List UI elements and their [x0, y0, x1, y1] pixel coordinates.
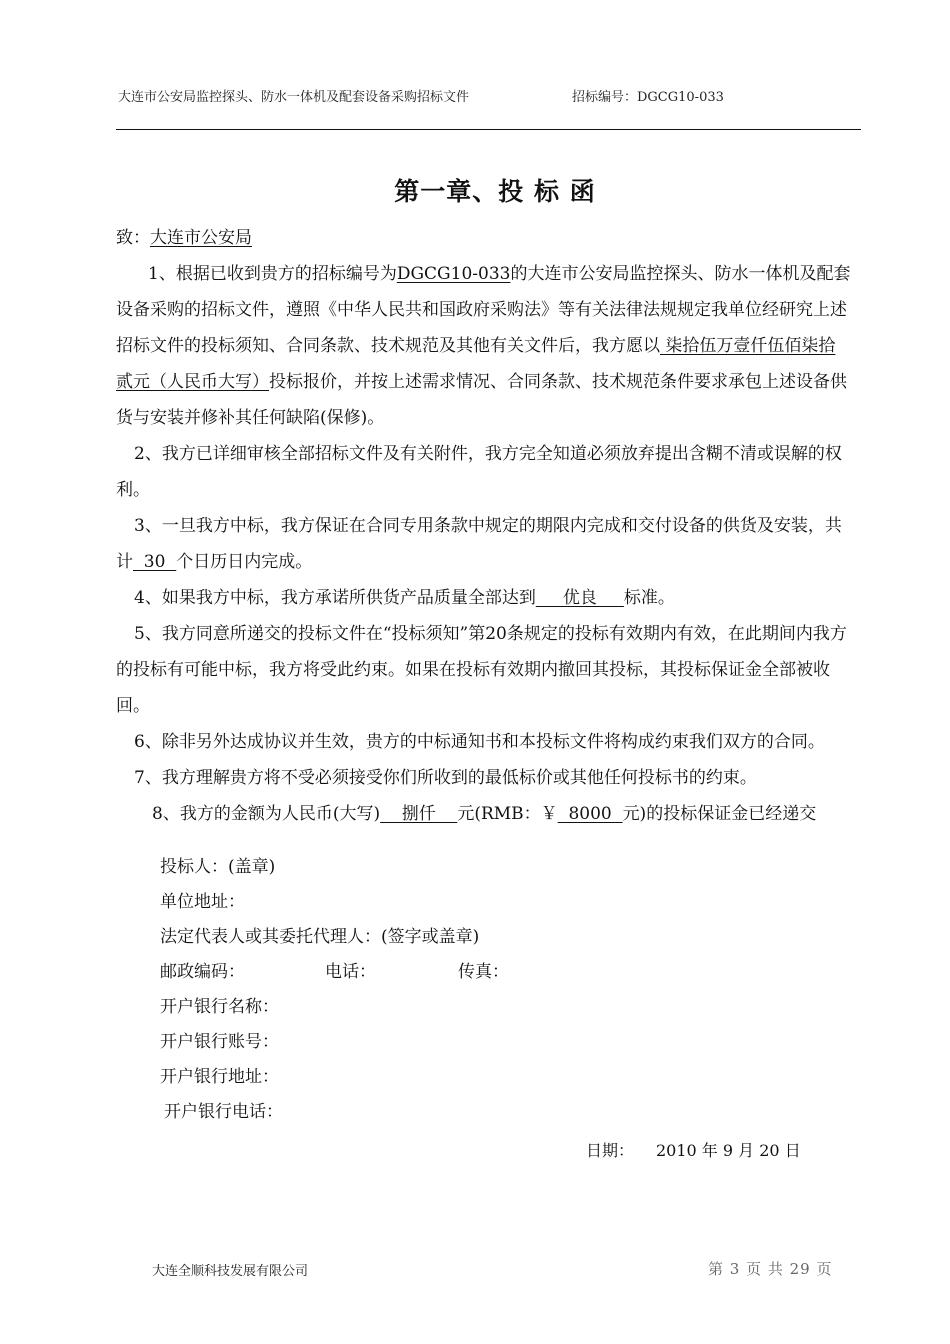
phone-label: 电话： — [325, 962, 376, 982]
p3-text-a: 3、一旦我方中标，我方保证在合同专用条款中规定的期限内完成和交付设备的供货及安装，共计 — [116, 516, 842, 572]
date-label: 日期： — [586, 1141, 635, 1160]
address-line: 单位地址： — [160, 892, 245, 912]
bank-phone-line: 开户银行电话： — [164, 1102, 283, 1122]
p8-text-c: 元)的投标保证金已经递交 — [622, 804, 817, 824]
p4-text-a: 4、如果我方中标，我方承诺所供货产品质量全部达到 — [134, 588, 536, 608]
fax-label: 传真： — [458, 962, 509, 982]
bidder-line: 投标人：(盖章) — [160, 857, 276, 877]
paragraph-4 — [116, 580, 852, 616]
p8-text-b: 元(RMB：￥ — [457, 804, 558, 824]
representative-line: 法定代表人或其委托代理人：(签字或盖章) — [160, 927, 480, 947]
date-line — [586, 1138, 801, 1161]
paragraph-1 — [116, 256, 852, 436]
p8-text-a: 8、我方的金额为人民币(大写) — [152, 804, 381, 824]
page-title: 第一章、投 标 函 — [394, 177, 596, 206]
postcode-label: 邮政编码： — [160, 962, 245, 982]
p8-amount-words: 捌仟 — [380, 804, 458, 824]
p1-text-b: 的大连市公安局监控探头、防水一体机及配套设备采购的招标文件，遵照《中华人民共和国政府采购法》等有关法律法规规定我单位经研究上述招标文件的投标须知、合同条款、技术规范及其他有关文件后，我方愿以 — [116, 264, 851, 356]
bank-account-line: 开户银行账号： — [160, 1032, 279, 1052]
paragraph-6: 6、除非另外达成协议并生效，贵方的中标通知书和本投标文件将构成约束我们双方的合同。 — [134, 732, 825, 752]
paragraph-7: 7、我方理解贵方将不受必须接受你们所收到的最低标价或其他任何投标书的约束。 — [134, 768, 757, 788]
p1-bid-amount: 柒拾伍万壹仟伍佰柒拾贰元（人民币大写） — [116, 336, 836, 392]
bank-address-line: 开户银行地址： — [160, 1067, 279, 1087]
contact-line — [160, 955, 760, 990]
paragraph-8 — [116, 796, 852, 832]
paragraph-3 — [116, 508, 852, 580]
footer-page-number: 第 3 页 共 29 页 — [708, 1260, 833, 1278]
p1-tender-code: DGCG10-033 — [396, 264, 511, 284]
signature-block — [160, 850, 760, 1130]
p4-text-b: 标准。 — [623, 588, 675, 608]
header-rule — [116, 129, 861, 130]
p1-text-c: 投标报价，并按上述需求情况、合同条款、技术规范条件要求承包上述设备供货与安装并修补其任何缺陷(保修)。 — [116, 372, 847, 428]
footer-company: 大连全顺科技发展有限公司 — [152, 1264, 309, 1279]
letter-body — [116, 220, 852, 832]
salutation — [116, 220, 852, 256]
date-value: 2010 年 9 月 20 日 — [656, 1141, 801, 1160]
p1-text-a: 1、根据已收到贵方的招标编号为 — [148, 264, 397, 284]
p8-amount-number: 8000 — [557, 804, 623, 824]
header-title: 大连市公安局监控探头、防水一体机及配套设备采购招标文件 — [118, 90, 470, 105]
p4-quality-grade: 优良 — [535, 588, 624, 608]
paragraph-2: 2、我方已详细审核全部招标文件及有关附件，我方完全知道必须放弃提出含糊不清或误解的权利。 — [116, 444, 842, 500]
p3-text-b: 个日历日内完成。 — [176, 552, 313, 572]
salutation-name: 大连市公安局 — [150, 228, 252, 248]
bank-name-line: 开户银行名称： — [160, 997, 279, 1017]
p3-days: 30 — [133, 552, 177, 572]
salutation-prefix: 致： — [116, 228, 150, 248]
header-tender-number: 招标编号：DGCG10-033 — [572, 90, 724, 105]
paragraph-5: 5、我方同意所递交的投标文件在“投标须知”第20条规定的投标有效期内有效，在此期间内我方的投标有可能中标，我方将受此约束。如果在投标有效期内撤回其投标，其投标保证金全部被收回。 — [116, 624, 847, 716]
